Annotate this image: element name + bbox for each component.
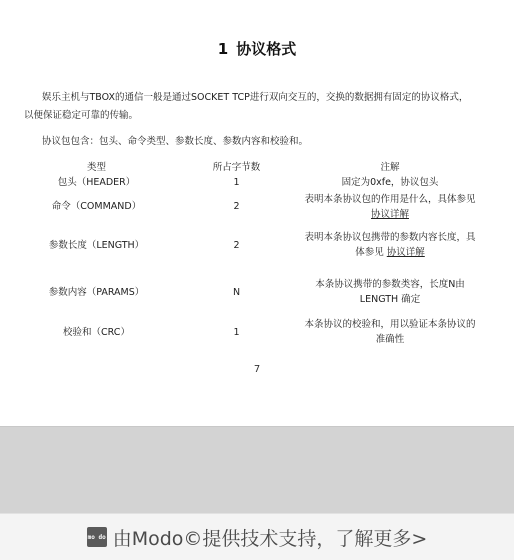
cell-type: 命令（COMMAND） [51,201,142,212]
note-text: 表明本条协议包携带的参数内容长度，具体参见 [304,232,476,258]
footer-text[interactable]: 由Modo©提供技术支持，了解更多> [112,527,428,550]
section-heading [0,38,514,59]
cell-note: 本条协议的校验和，用以验证本条协议的准确性 [304,319,476,345]
modo-logo-icon: mo do [87,527,107,547]
header-bytes: 所占字节数 [212,161,261,173]
cell-bytes: 2 [233,201,240,212]
heading-number: 1 [217,40,229,58]
header-type: 类型 [86,161,106,173]
modo-footer-link[interactable] [0,513,514,560]
cell-type: 校验和（CRC） [63,326,130,338]
cell-bytes: N [232,286,241,298]
table-row [24,268,476,316]
cell-note [304,222,476,268]
protocol-format-table [24,157,476,348]
cell-type: 参数内容（PARAMS） [48,286,145,298]
table-row [24,222,476,268]
cell-bytes: 1 [233,326,240,338]
note-text: 表明本条协议包的作用是什么，具体参见 [304,193,476,205]
table-row [24,191,476,222]
header-note: 注解 [380,161,400,173]
cell-note: 固定为0xfe，协议包头 [341,177,439,188]
cell-type: 包头（HEADER） [57,177,136,188]
protocol-detail-link[interactable]: 协议详解 [370,208,409,220]
table-row [24,174,476,191]
cell-type: 参数长度（LENGTH） [48,239,145,251]
cell-bytes: 2 [233,239,240,251]
intro-paragraph: 娱乐主机与TBOX的通信一般是通过SOCKET TCP进行双向交互的，交换的数据拥有固定的协议格式，以便保证稳定可靠的传输。 [24,92,469,121]
table-row [24,316,476,348]
packet-contents-paragraph: 协议包包含：包头、命令类型、参数长度、参数内容和校验和。 [42,136,309,147]
page-number: 7 [253,364,261,375]
table-header-row [24,157,476,174]
cell-bytes: 1 [233,177,240,188]
cell-note: 本条协议携带的参数类容，长度N由LENGTH 确定 [315,279,465,305]
cell-note [304,191,476,222]
heading-text: 协议格式 [236,40,297,58]
protocol-detail-link[interactable]: 协议详解 [386,247,425,258]
